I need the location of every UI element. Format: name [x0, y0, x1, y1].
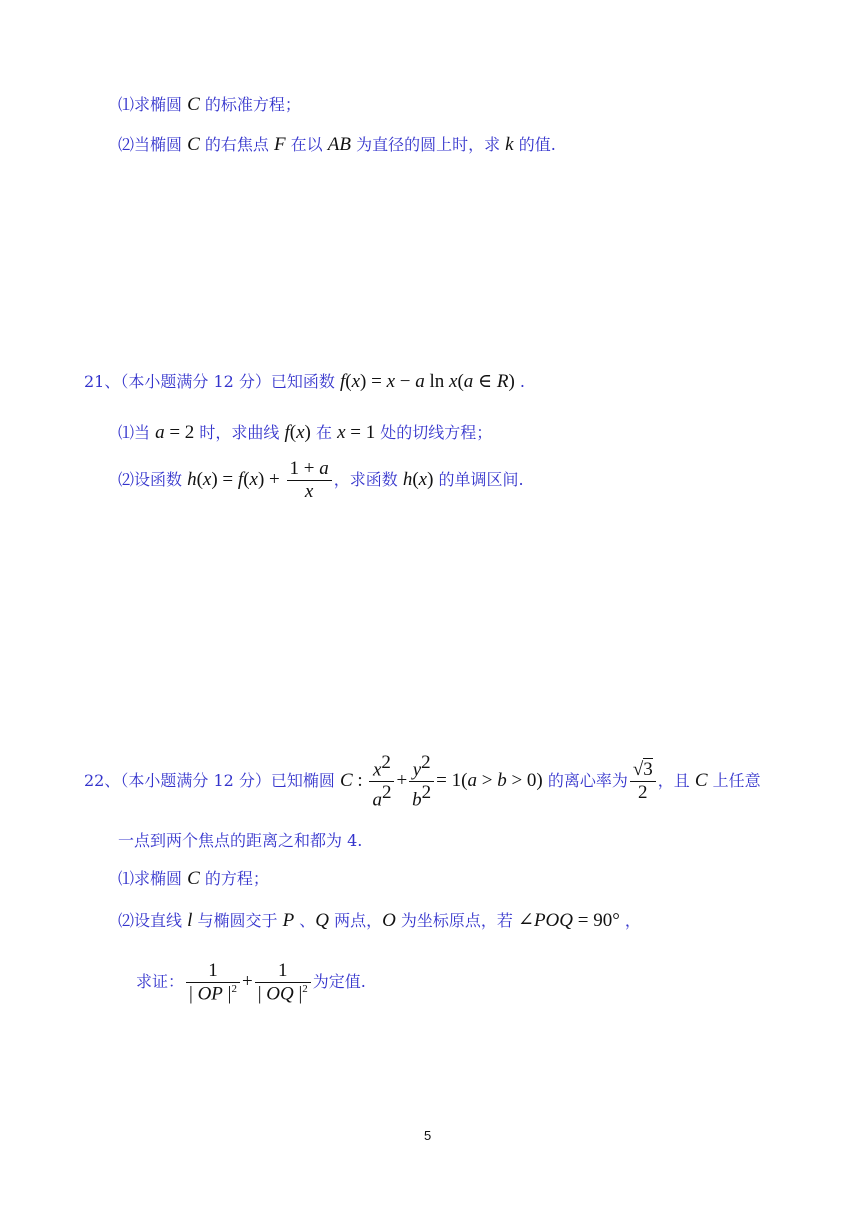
q20-part1: ⑴求椭圆 C 的标准方程；	[118, 94, 301, 115]
q21-part2: ⑵设函数 h(x) = f(x) + $\frac{1 + a}{x}$ ，求函数 h(x) 的单调区间.	[118, 458, 524, 502]
q22-part1: ⑴求椭圆 C 的方程；	[118, 868, 269, 889]
fraction-y2-over-b2: $\frac{y^2}{b^2}$	[409, 752, 434, 811]
q22-header-cont: 一点到两个焦点的距离之和都为 4.	[118, 831, 363, 850]
q21-header: 21、（本小题满分 12 分）已知函数 f(x) = x − a ln x(a ∈ R) .	[84, 371, 525, 392]
q20-part2: ⑵当椭圆 C 的右焦点 F 在以 AB 为直径的圆上时，求 k 的值.	[118, 134, 556, 155]
q21-part1: ⑴当 a = 2 时，求曲线 f(x) 在 x = 1 处的切线方程；	[118, 422, 493, 443]
q22-header: 22、（本小题满分 12 分）已知椭圆 C : $\frac{x^2}{a^2}$ + $\frac{y^2}{b^2}$ = 1(a > b > 0) 的离心率为 $\frac{√3}{2}$ ，且 C 上任意	[84, 752, 761, 811]
fraction-x2-over-a2: $\frac{x^2}{a^2}$	[369, 752, 394, 811]
fraction-sqrt3-over-2: $\frac{√3}{2}$	[630, 759, 656, 804]
fraction-1-over-OQ2: $\frac{1}{| OQ |^2}$	[255, 960, 311, 1005]
q22-proof: 求证： $\frac{1}{| OP |^2}$ + $\frac{1}{| OQ |^2}$ 为定值.	[136, 960, 366, 1005]
q22-part2: ⑵设直线 l 与椭圆交于 P 、Q 两点，O 为坐标原点，若 ∠POQ = 90° ，	[118, 910, 641, 931]
page-number: 5	[424, 1128, 432, 1143]
fraction-1-over-OP2: $\frac{1}{| OP |^2}$	[186, 960, 240, 1005]
fraction-1-plus-a-over-x: $\frac{1 + a}{x}$	[287, 458, 332, 503]
